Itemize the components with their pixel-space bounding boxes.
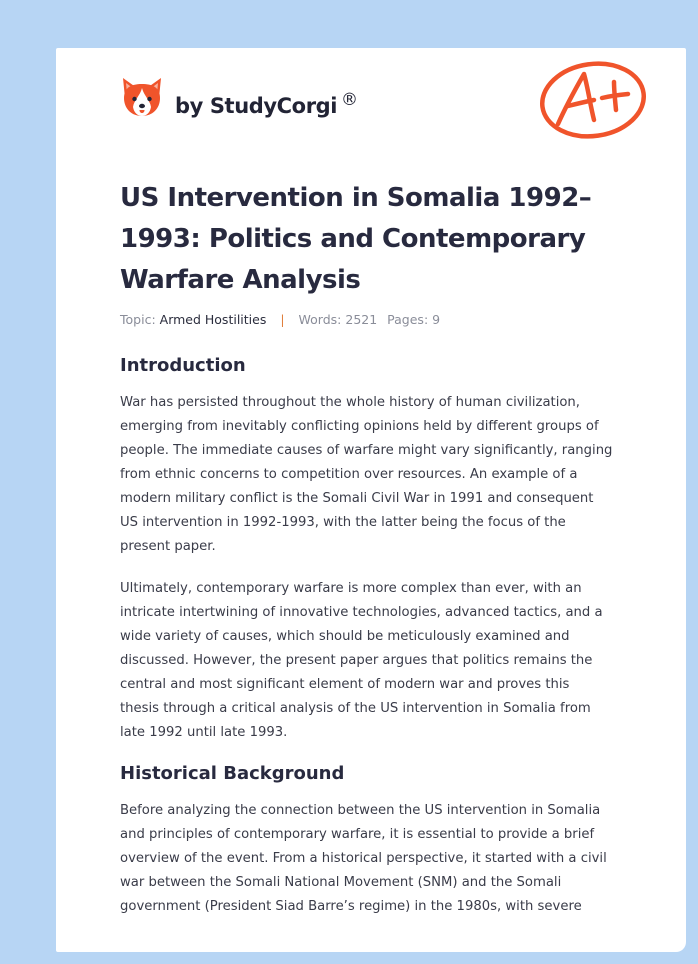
section-heading-introduction: Introduction [120, 355, 246, 376]
article-meta [120, 312, 440, 327]
paragraph: Before analyzing the connection between the US intervention in Somalia and principles of contemporary warfare, it is essential to provide a brief overview of the event. From a historical perspective, it started with a civil war between the Somali National Movement (SNM) and the Somali government (President Siad Barre’s regime) in the 1980s, with severe [120, 803, 607, 914]
pages-label: Pages: [387, 312, 429, 327]
paragraph: War has persisted throughout the whole history of human civilization, emerging from inevitably conflicting opinions held by different groups of people. The immediate causes of warfare might vary significantly, ranging from ethnic concerns to competition over resources. An example of a modern military conflict is the Somali Civil War in 1991 and consequent US intervention in 1992-1993, with the latter being the focus of the present paper. [120, 395, 613, 554]
document-page [56, 48, 686, 952]
registered-mark: ® [341, 90, 358, 110]
section-heading-historical-background: Historical Background [120, 763, 345, 784]
pages-count: 9 [432, 312, 441, 327]
topic-link[interactable]: Armed Hostilities [159, 312, 267, 327]
article-title: US Intervention in Somalia 1992–1993: Politics and Contemporary Warfare Analysis [120, 183, 592, 295]
brand-name: by StudyCorgi [175, 94, 338, 118]
paragraph: Ultimately, contemporary warfare is more complex than ever, with an intricate intertwining of innovative technologies, advanced tactics, and a wide variety of causes, which should be meticulously examined and discussed. However, the present paper argues that politics remains the central and most significant element of modern war and proves this thesis through a critical analysis of the US intervention in Somalia from late 1992 until late 1993. [120, 581, 603, 740]
a-plus-grade-icon [538, 58, 648, 142]
words-count: 2521 [345, 312, 378, 327]
page-header [56, 48, 686, 158]
words-label: Words: [298, 312, 342, 327]
topic-label: Topic: [120, 312, 156, 327]
corgi-logo-icon [121, 76, 163, 120]
meta-separator: | [280, 312, 285, 327]
